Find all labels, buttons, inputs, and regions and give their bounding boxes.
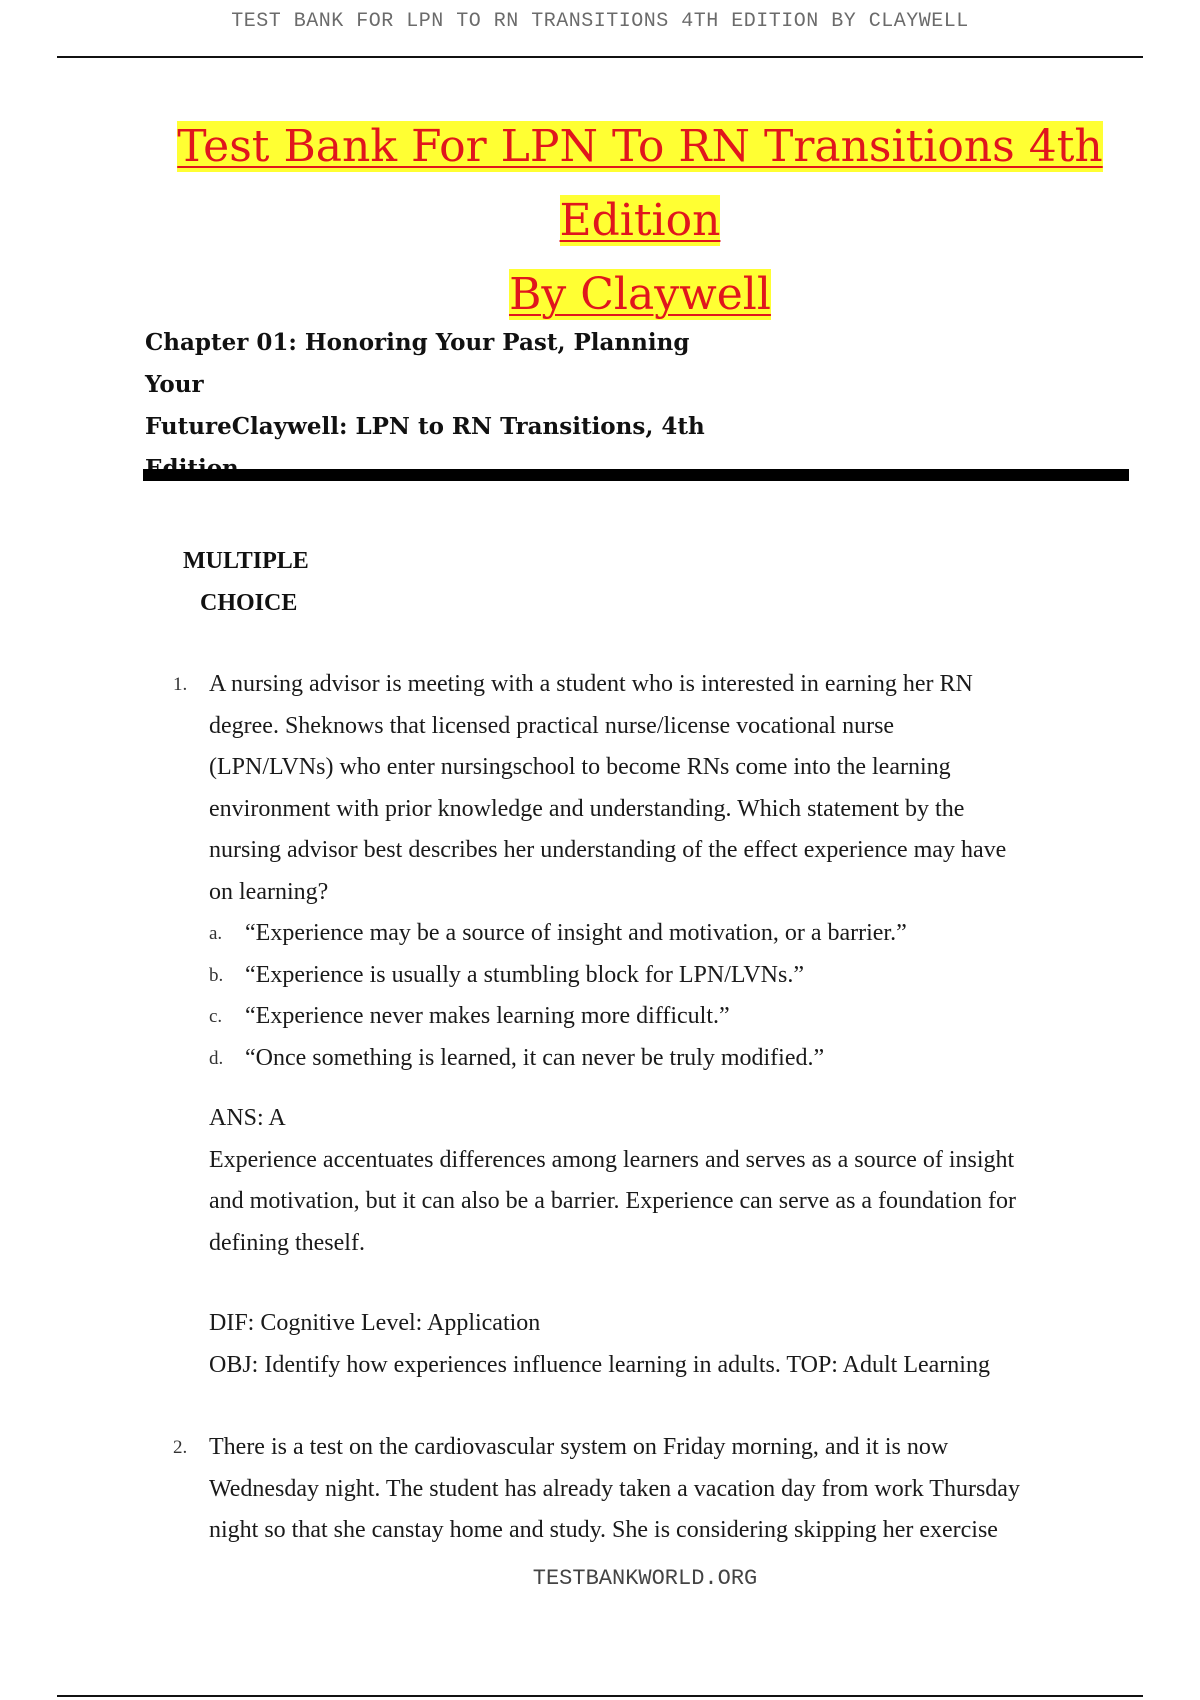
question-stem: [209, 1427, 1123, 1552]
stem-line: Wednesday night. The student has already taken a vacation day from work Thursday: [209, 1475, 1020, 1502]
answer-key: ANS: A: [209, 1105, 286, 1131]
rationale-line: and motivation, but it can also be a barrier. Experience can serve as a foundation for: [209, 1188, 1017, 1214]
question-stem: [209, 664, 1123, 913]
objective: OBJ: Identify how experiences influence learning in adults. TOP: Adult Learning: [209, 1351, 990, 1378]
answer-option-c: [209, 996, 1123, 1038]
stem-line: night so that she canstay home and study. She is considering skipping her exercise: [209, 1517, 998, 1543]
option-text: “Once something is learned, it can never be truly modified.”: [245, 1044, 825, 1071]
difficulty: DIF: Cognitive Level: Application: [209, 1310, 541, 1336]
chapter-divider: [143, 469, 1129, 481]
stem-line: on learning?: [209, 878, 329, 905]
answer-block: [209, 1098, 1109, 1264]
chapter-line-1: Chapter 01: Honoring Your Past, Planning Your: [145, 329, 690, 398]
stem-line: degree. Sheknows that licensed practical nurse/license vocational nurse: [209, 712, 895, 739]
question-1: [173, 664, 1123, 1079]
option-text: “Experience never makes learning more difficult.”: [245, 1003, 730, 1029]
chapter-line-2: FutureClaywell: LPN to RN Transitions, 4th: [145, 413, 705, 440]
option-text: “Experience is usually a stumbling block for LPN/LVNs.”: [245, 961, 805, 988]
header-rule: [57, 56, 1143, 58]
title-line-2: By Claywell: [509, 269, 771, 320]
stem-line: There is a test on the cardiovascular system on Friday morning, and it is now: [209, 1434, 949, 1460]
option-letter: c.: [209, 1006, 223, 1027]
footer-rule: [57, 1695, 1143, 1697]
stem-line: nursing advisor best describes her understanding of the effect experience may have: [209, 837, 1007, 863]
document-title: [140, 110, 1140, 332]
stem-line: (LPN/LVNs) who enter nursingschool to become RNs come into the learning: [209, 754, 951, 780]
rationale-line: defining theself.: [209, 1229, 365, 1256]
running-header: TEST BANK FOR LPN TO RN TRANSITIONS 4TH EDITION BY CLAYWELL: [231, 10, 969, 33]
answer-option-d: [209, 1038, 1123, 1080]
rationale-line: Experience accentuates differences among learners and serves as a source of insight: [209, 1146, 1015, 1173]
option-letter: a.: [209, 923, 223, 944]
question-metadata: [209, 1303, 1109, 1386]
option-letter: b.: [209, 964, 224, 986]
option-letter: d.: [209, 1047, 224, 1069]
section-line-1: MULTIPLE: [183, 548, 309, 574]
footer-site: TESTBANKWORLD.ORG: [532, 1566, 758, 1591]
chapter-heading: [145, 322, 755, 490]
question-2: [173, 1427, 1123, 1552]
stem-line: environment with prior knowledge and understanding. Which statement by the: [209, 795, 965, 822]
option-text: “Experience may be a source of insight and motivation, or a barrier.”: [245, 920, 907, 946]
answer-option-b: [209, 955, 1123, 997]
stem-line: A nursing advisor is meeting with a student who is interested in earning her RN: [209, 671, 973, 697]
section-line-2: CHOICE: [200, 590, 298, 616]
question-number: 1.: [173, 674, 188, 695]
section-heading: [183, 540, 363, 624]
question-number: 2.: [173, 1437, 188, 1458]
title-line-1: Test Bank For LPN To RN Transitions 4th Edition: [177, 121, 1103, 246]
answer-option-a: [209, 913, 1123, 955]
